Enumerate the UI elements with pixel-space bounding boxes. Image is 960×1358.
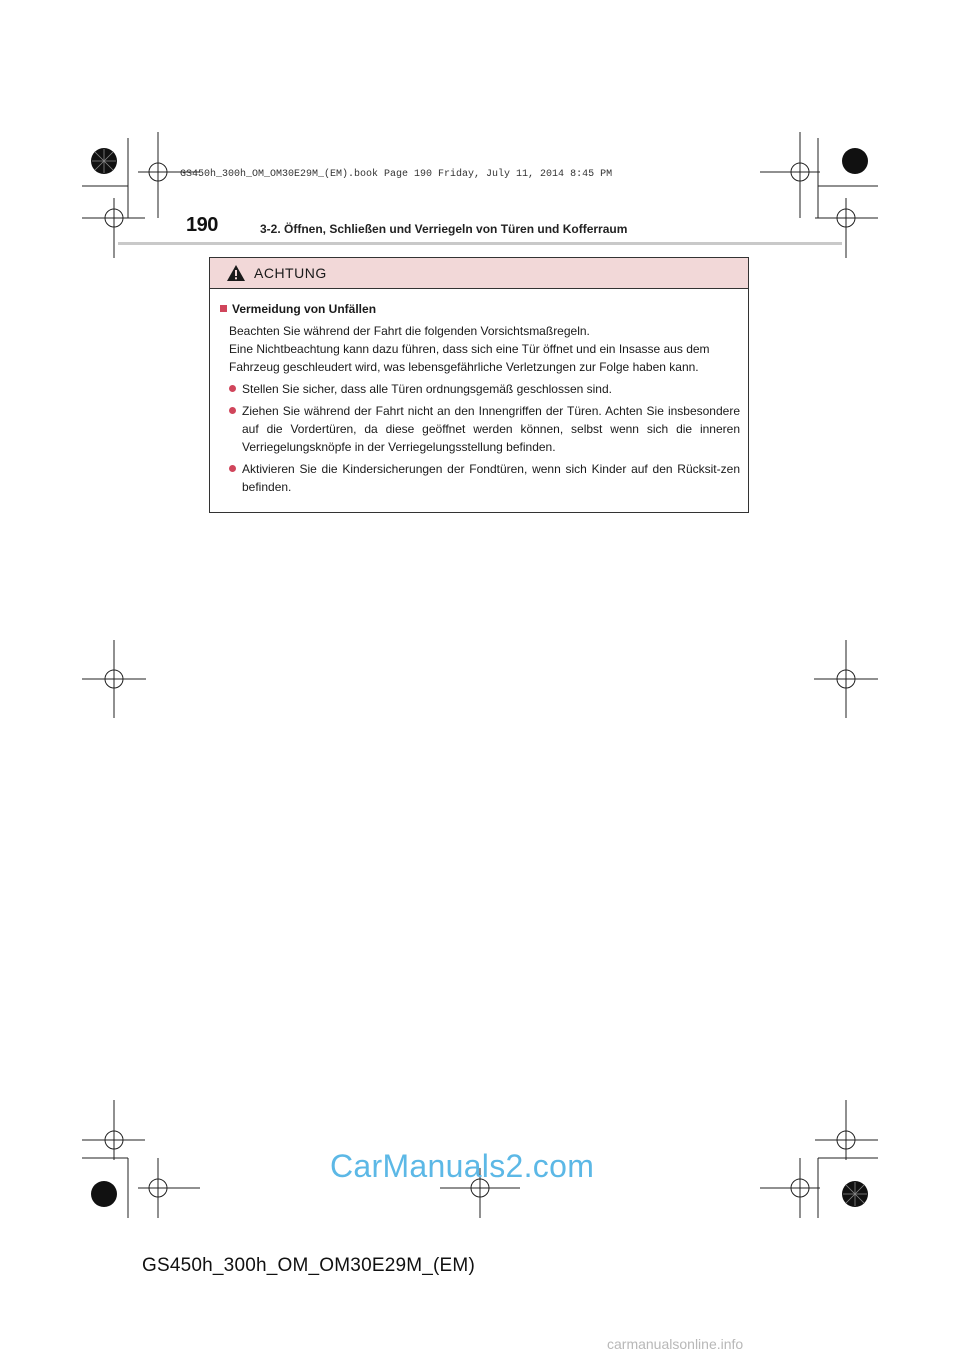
- warning-box: [209, 257, 749, 513]
- warning-header: [210, 258, 748, 289]
- warning-intro: [220, 322, 740, 376]
- section-title: 3-2. Öffnen, Schließen und Verriegeln von Türen und Kofferraum: [260, 222, 628, 236]
- list-item: [220, 402, 740, 456]
- warning-heading-text: Vermeidung von Unfällen: [232, 302, 377, 316]
- page-number: 190: [186, 214, 218, 236]
- square-bullet-icon: [220, 305, 227, 312]
- list-item-text: Ziehen Sie während der Fahrt nicht an den Innengriffen der Türen. Achten Sie insbesondere auf die Vordertüren, da diese geöffnet werden können, selbst wenn sich die inneren Verriegelungsknöpfe in der Verriegelungsstellung befinden.: [242, 404, 740, 454]
- round-bullet-icon: [229, 407, 236, 414]
- list-item: [220, 380, 740, 398]
- intro-line: Beachten Sie während der Fahrt die folgenden Vorsichtsmaßregeln.: [229, 324, 590, 338]
- carmanuals-watermark: CarManuals2.com: [330, 1148, 595, 1184]
- warning-heading: [220, 300, 740, 318]
- intro-line: Eine Nichtbeachtung kann dazu führen, dass sich eine Tür öffnet und ein Insasse aus dem Fahrzeug geschleudert wird, was lebensgefährliche Verletzungen zur Folge haben kann.: [229, 342, 710, 374]
- list-item-text: Stellen Sie sicher, dass alle Türen ordnungsgemäß geschlossen sind.: [242, 382, 612, 396]
- round-bullet-icon: [229, 385, 236, 392]
- footer-document-code: GS450h_300h_OM_OM30E29M_(EM): [142, 1255, 475, 1276]
- round-bullet-icon: [229, 465, 236, 472]
- list-item: [220, 460, 740, 496]
- warning-label: ACHTUNG: [254, 265, 327, 281]
- warning-body: [210, 289, 748, 496]
- header-divider: [118, 242, 842, 245]
- book-file-info: GS450h_300h_OM_OM30E29M_(EM).book Page 190 Friday, July 11, 2014 8:45 PM: [180, 169, 613, 180]
- site-watermark: carmanualsonline.info: [607, 1336, 744, 1352]
- list-item-text: Aktivieren Sie die Kindersicherungen der Fondtüren, wenn sich Kinder auf den Rücksit-zen befinden.: [242, 462, 740, 494]
- warning-triangle-icon: [227, 265, 245, 281]
